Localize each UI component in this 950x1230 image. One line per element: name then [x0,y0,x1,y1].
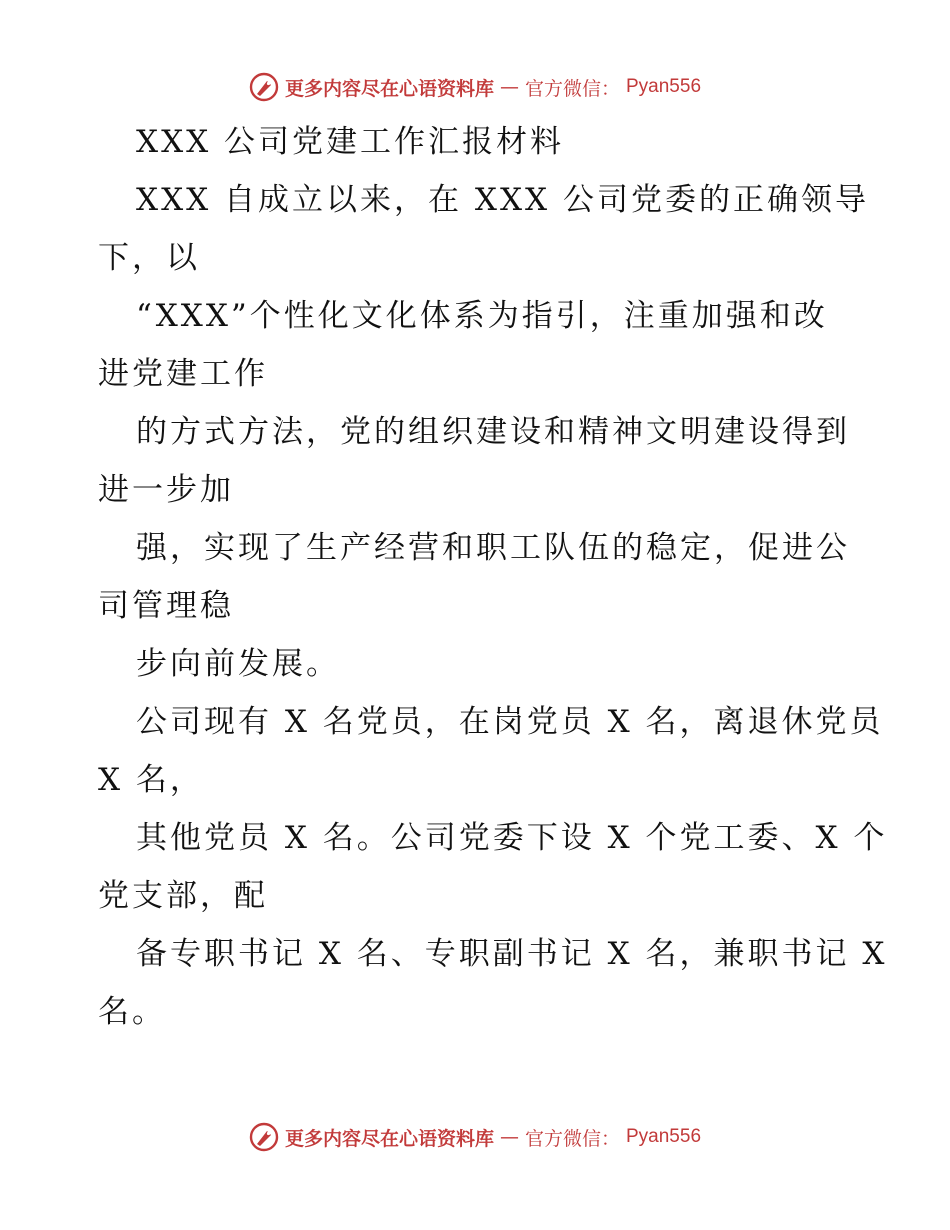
header-watermark [0,72,950,102]
document-line: X 名， [98,762,204,798]
watermark-wechat-label: 官方微信： [524,77,620,100]
watermark-wechat-id: Pyan556 [626,1126,702,1147]
footer-watermark [0,1122,950,1152]
watermark-wechat-label: 官方微信： [524,1127,620,1150]
document-line: 名。 [98,994,166,1030]
watermark-separator: — [499,76,519,98]
document-line: “XXX”个性化文化体系为指引，注重加强和改 [136,298,828,334]
document-line: XXX 自成立以来，在 XXX 公司党委的正确领导 [136,182,869,218]
document-line: 备专职书记 X 名、专职副书记 X 名，兼职书记 X [136,936,888,972]
watermark-brand: 更多内容尽在心语资料库 [284,1127,494,1150]
document-line: 下，以 [98,240,200,276]
watermark-wechat-id: Pyan556 [626,76,702,97]
document-line: 公司现有 X 名党员，在岗党员 X 名，离退休党员 [136,704,884,740]
watermark-separator: — [499,1126,519,1148]
watermark-brand: 更多内容尽在心语资料库 [284,77,494,100]
pen-nib-logo-icon [249,72,279,102]
pen-nib-logo-icon [249,1122,279,1152]
document-line: 步向前发展。 [136,646,340,682]
document-line: 司管理稳 [98,588,234,624]
document-line: 进党建工作 [98,356,268,392]
document-line: 的方式方法，党的组织建设和精神文明建设得到 [136,414,850,450]
document-line: 强，实现了生产经营和职工队伍的稳定，促进公 [136,530,850,566]
document-title: XXX 公司党建工作汇报材料 [136,124,565,160]
document-line: 其他党员 X 名。公司党委下设 X 个党工委、X 个 [136,820,888,856]
document-line: 进一步加 [98,472,234,508]
document-body [98,122,888,1050]
document-line: 党支部，配 [98,878,268,914]
